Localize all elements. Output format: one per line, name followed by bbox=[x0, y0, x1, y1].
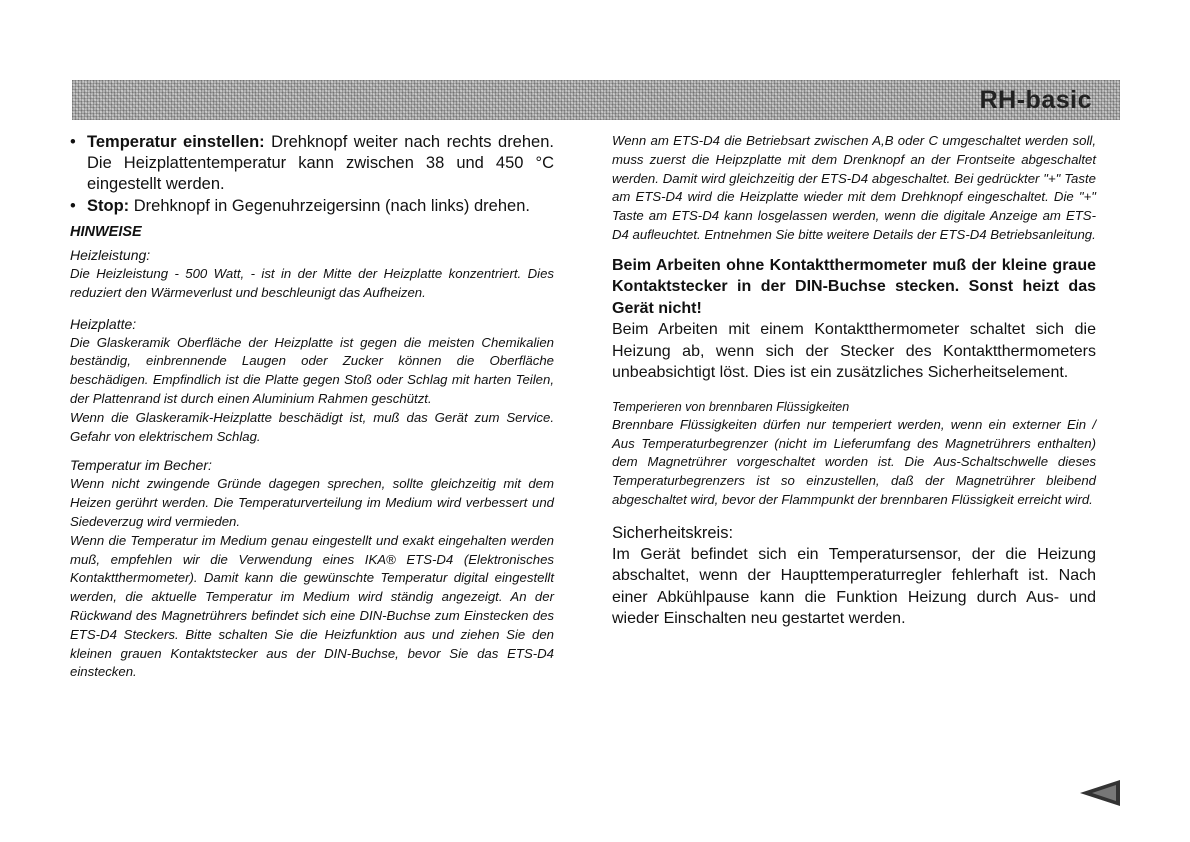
becher-text-2: Wenn die Temperatur im Medium genau eingestellt und exakt eingehalten werden muß, empfehlen wir die Verwendung eines IKA® ETS-D4 (Elektronisches Kontaktthermometer). Damit kann die gewünschte Temperatur digital eingestellt werden, die aktuelle Temperatur im Medium wird ständig angezeigt. An der Rückwand des Magnetrührers befindet sich eine DIN-Buchse zum Einstecken des ETS-D4 Steckers. Bitte schalten Sie die Heizfunktion aus und ziehen Sie den kleinen grauen Kontaktstecker aus der DIN-Buchse, bevor Sie das ETS-D4 einstecken. bbox=[70, 532, 554, 680]
right-column bbox=[612, 132, 1096, 630]
bullet-term: Temperatur einstellen: bbox=[87, 133, 265, 151]
becher-text-1: Wenn nicht zwingende Gründe dagegen sprechen, sollte gleichzeitig mit dem Heizen gerührt werden. Die Temperaturverteilung im Medium wird verbessert und Siedeverzug wird vermieden. bbox=[70, 476, 554, 529]
becher-title: Temperatur im Becher: bbox=[70, 457, 212, 474]
hinweise-heading: HINWEISE bbox=[70, 224, 142, 240]
header-band bbox=[72, 80, 1120, 120]
warning-bold: Beim Arbeiten ohne Kontaktthermometer muß der kleine graue Kontaktstecker in der DIN-Buchse stecken. Sonst heizt das Gerät nicht! bbox=[612, 256, 1096, 317]
sicherheit-title: Sicherheitskreis: bbox=[612, 523, 734, 542]
heizplatte-text-2: Wenn die Glaskeramik-Heizplatte beschädigt ist, muß das Gerät zum Service. Gefahr von elektrischem Schlag. bbox=[70, 409, 554, 444]
left-column bbox=[70, 132, 554, 682]
ets-text: Wenn am ETS-D4 die Betriebsart zwischen A,B oder C umgeschaltet werden soll, muss zuerst die Heipzplatte mit dem Drenknopf an der Frontseite abgeschaltet werden. Damit wird gleichzeitig der ETS-D4 abgeschaltet. Bei gedrückter "+" Taste am ETS-D4 wird die Heizplatte wieder mit dem Drehknopf eingeschaltet. Die "+" Taste am ETS-D4 kann losgelassen werden, wenn die digitale Anzeige am ETS-D4 aufleuchtet. Entnehmen Sie bitte weitere Details der ETS-D4 Betriebsanleitung. bbox=[612, 133, 1096, 242]
sicherheit-text: Im Gerät befindet sich ein Temperatursensor, der die Heizung abschaltet, wenn der Haupttemperaturregler fehlerhaft ist. Nach einer Abkühlpause kann die Funktion Heizung durch Aus- und wieder Einschalten neu gestartet werden. bbox=[612, 545, 1096, 628]
bullet-text: Drehknopf in Gegenuhrzeigersinn (nach links) drehen. bbox=[129, 197, 530, 215]
page-arrow-icon bbox=[1080, 780, 1120, 806]
brennbar-text: Brennbare Flüssigkeiten dürfen nur temperiert werden, wenn ein externer Ein / Aus Temperaturbegrenzer (nicht im Lieferumfang des Magnetrührers enthalten) dem Magnetrührer vorgeschaltet worden ist. Die Aus-Schaltschwelle dieses Temperaturbegrenzers ist so einzustellen, daß der Magnetrührer bleibend abgeschaltet wird, bevor der Flammpunkt der brennbaren Flüssigkeit erreicht wird. bbox=[612, 416, 1096, 507]
heizplatte-text-1: Die Glaskeramik Oberfläche der Heizplatte ist gegen die meisten Chemikalien beständig, einbrennende Laugen oder Zucker können die Oberfläche beschädigen. Empfindlich ist die Platte gegen Stoß oder Schlag mit harten Teilen, der Plattenrand ist durch einen Aluminium Rahmen geschützt. bbox=[70, 334, 554, 406]
brennbar-title: Temperieren von brennbaren Flüssigkeiten bbox=[612, 399, 850, 414]
warning-text: Beim Arbeiten mit einem Kontaktthermometer schaltet sich die Heizung ab, wenn sich der Stecker des Kontaktthermometers unbeabsichtigt löst. Dies ist ein zusätzliches Sicherheitselement. bbox=[612, 321, 1096, 382]
bullet-temperatur bbox=[70, 132, 554, 195]
bullet-text: Drehknopf weiter nach rechts drehen. Die Heizplattentemperatur kann zwischen 38 und 450 °C eingestellt werden. bbox=[87, 133, 554, 193]
heizleistung-title: Heizleistung: bbox=[70, 247, 151, 263]
heizleistung-text: Die Heizleistung - 500 Watt, - ist in der Mitte der Heizplatte konzentriert. Dies reduziert den Wärmeverlust und beschleunigt das Aufheizen. bbox=[70, 266, 554, 300]
heizplatte-title: Heizplatte: bbox=[70, 315, 137, 332]
bullet-term: Stop: bbox=[87, 197, 130, 215]
bullet-stop bbox=[70, 196, 554, 217]
header-title: RH-basic bbox=[979, 86, 1092, 114]
